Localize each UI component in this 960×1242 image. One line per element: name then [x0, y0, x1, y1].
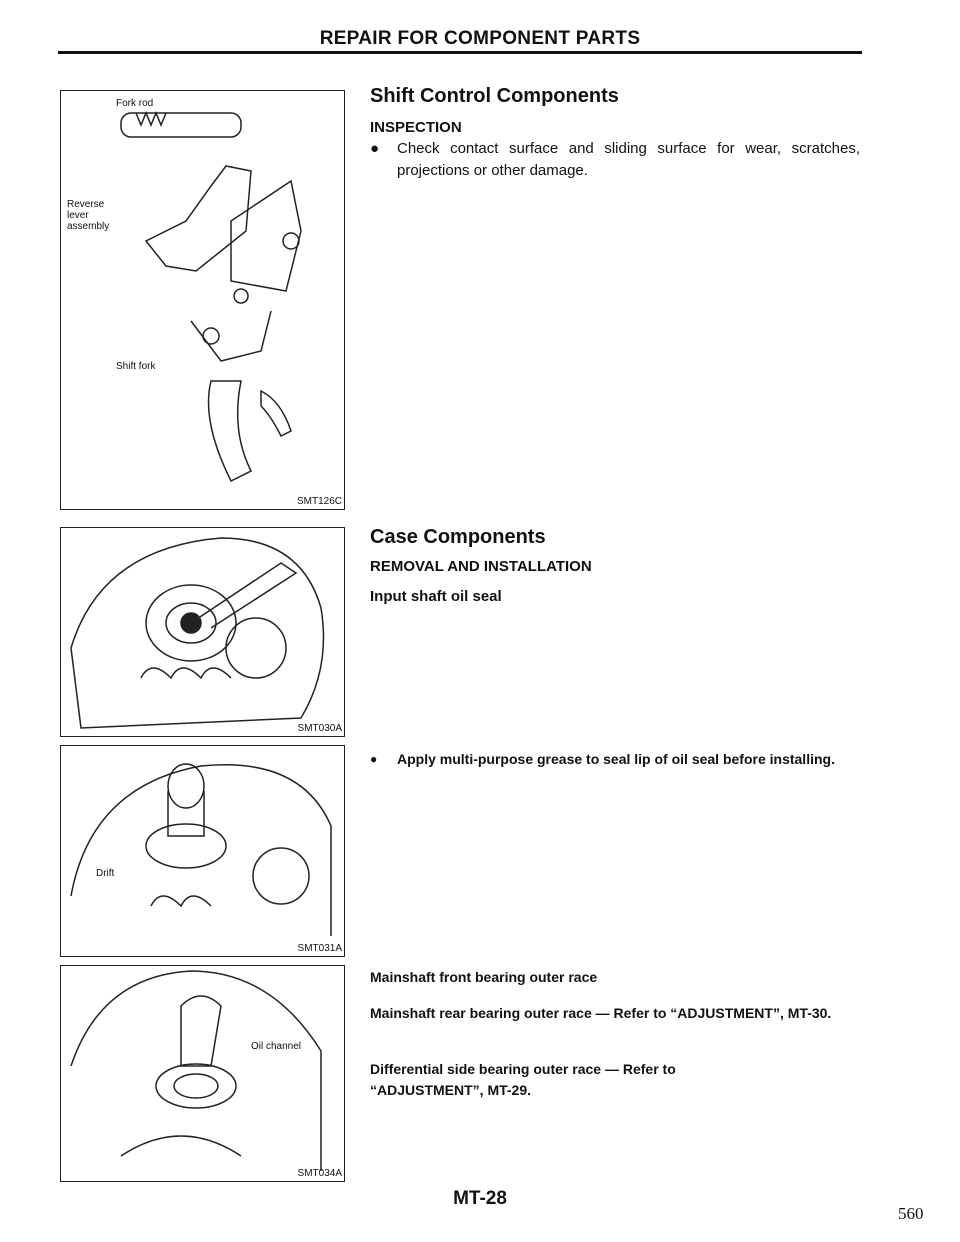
page-number: 560: [898, 1204, 924, 1223]
bullet-icon: ●: [370, 752, 378, 766]
label-oil-channel: Oil channel: [251, 1041, 302, 1052]
figure-oil-seal-installation: [60, 745, 345, 957]
inspection-text: Check contact surface and sliding surface for wear, scratches, projections or other damage.: [397, 140, 860, 179]
page-header: REPAIR FOR COMPONENT PARTS: [319, 28, 641, 49]
note-differential-race: Differential side bearing outer race — Refer to “ADJUSTMENT”, MT-29.: [370, 1061, 676, 1098]
label-drift: Drift: [96, 868, 115, 879]
grease-text: Apply multi-purpose grease to seal lip of oil seal before installing.: [397, 751, 835, 767]
header-rule: [58, 51, 862, 54]
section-title-shift-control: Shift Control Components: [370, 85, 619, 107]
label-shift-fork: Shift fork: [116, 361, 156, 372]
oil-seal-installation-illustration: [61, 746, 344, 956]
figure-shift-control: [60, 90, 345, 510]
label-reverse-lever: Reverse lever assembly: [67, 199, 110, 232]
figure-code: SMT030A: [297, 723, 342, 734]
figure-code: SMT034A: [297, 1168, 342, 1179]
figure-code: SMT031A: [297, 943, 342, 954]
oil-seal-removal-illustration: [61, 528, 344, 736]
bullet-icon: ●: [370, 140, 380, 157]
bearing-race-illustration: [61, 966, 344, 1181]
figure-code: SMT126C: [296, 496, 342, 507]
figure-bearing-race: [60, 965, 345, 1182]
grease-bullet: [370, 749, 858, 770]
shift-components-illustration: [61, 91, 344, 509]
figure-oil-seal-removal: [60, 527, 345, 737]
subheading-inspection: INSPECTION: [370, 119, 462, 136]
section-title-case: Case Components: [370, 526, 546, 548]
item-input-shaft-oil-seal: Input shaft oil seal: [370, 588, 502, 605]
label-fork-rod: Fork rod: [116, 98, 154, 109]
subheading-removal-installation: REMOVAL AND INSTALLATION: [370, 558, 592, 575]
note-front-race: Mainshaft front bearing outer race: [370, 969, 598, 985]
page-label: MT-28: [453, 1188, 507, 1209]
inspection-bullet: [370, 138, 860, 182]
note-rear-race: Mainshaft rear bearing outer race — Refer to “ADJUSTMENT”, MT-30.: [370, 1005, 832, 1021]
